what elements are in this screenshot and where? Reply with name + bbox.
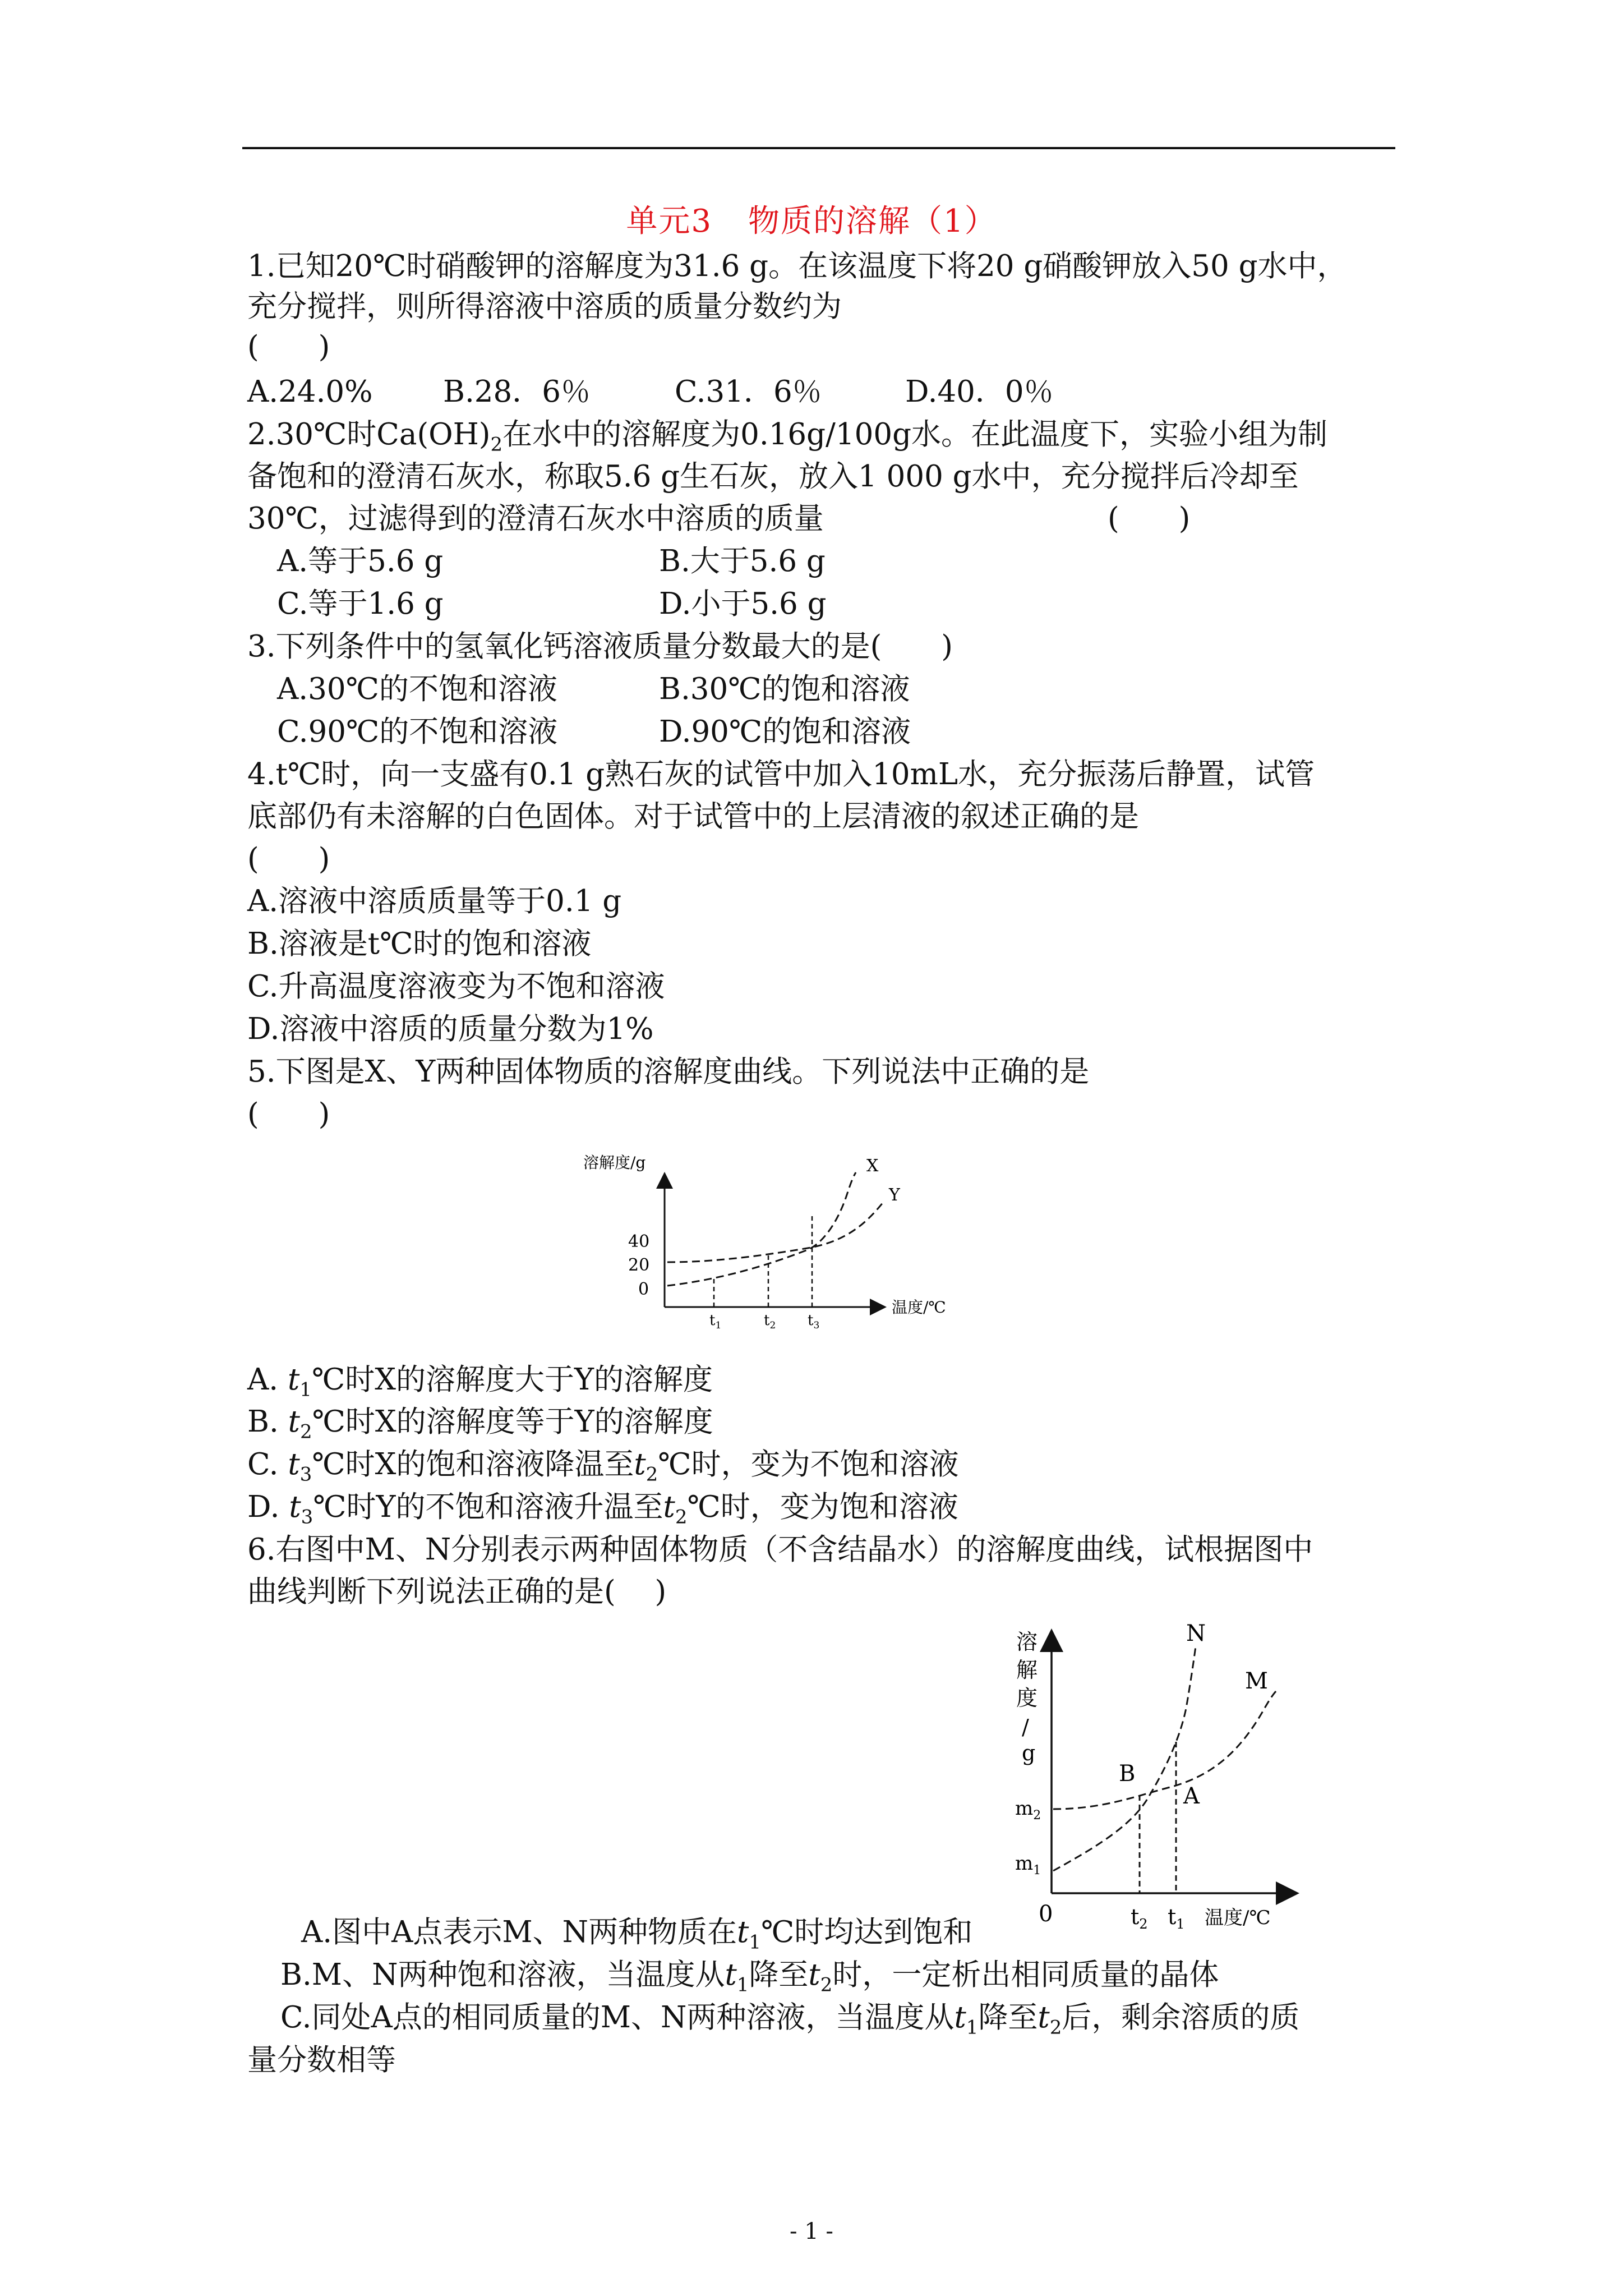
q3-option-c: C.90℃的不饱和溶液 (277, 715, 558, 749)
q6-point-label-a: A (1183, 1783, 1200, 1809)
q5-xtick-t1: $t_1$ (709, 1312, 722, 1331)
q4-option-b: B.溶液是t℃时的饱和溶液 (247, 927, 592, 961)
q6-line2: 曲线判断下列说法正确的是( ) (247, 1575, 667, 1609)
q6-ylabel-3: 度 (1016, 1686, 1038, 1710)
q5-ylabel: 溶解度/g (583, 1153, 646, 1172)
q5-xtick-t2: $t_2$ (764, 1312, 776, 1331)
q6-option-c-line2: 量分数相等 (247, 2043, 396, 2077)
q5-option-c: C. $t_3℃$时X的饱和溶液降温至$t_2℃$时，变为不饱和溶液 (247, 1447, 959, 1486)
header-rule (242, 147, 1395, 149)
q3-line1: 3.下列条件中的氢氧化钙溶液质量分数最大的是( ) (247, 629, 953, 664)
q1-option-a: A.24.0% (247, 375, 373, 409)
q6-line1: 6.右图中M、N分别表示两种固体物质（不含结晶水）的溶解度曲线，试根据图中 (247, 1533, 1313, 1567)
q6-curve-n (1053, 1646, 1196, 1871)
q1-option-d: D.40．0％ (905, 375, 1054, 409)
q6-ylabel-4: / (1022, 1715, 1029, 1740)
q6-ytick-m1: $m_1$ (1015, 1852, 1041, 1878)
q5-curve-label-y: Y (889, 1185, 900, 1205)
q5-ytick-0: 0 (638, 1280, 649, 1299)
q5-curve-label-x: X (866, 1156, 879, 1176)
q5-xlabel: 温度/℃ (892, 1298, 946, 1317)
q6-point-label-b: B (1119, 1761, 1136, 1787)
q3-option-d: D.90℃的饱和溶液 (659, 715, 911, 749)
q6-option-a: A.图中A点表示M、N两种物质在$t_1℃$时均达到饱和 (301, 1915, 973, 1954)
q6-option-c: C.同处A点的相同质量的M、N两种溶液，当温度从$t_1$降至$t_2$后，剩余溶质的质 (280, 2000, 1300, 2039)
page-number: - 1 - (790, 2219, 833, 2244)
q2-option-a: A.等于5.6 g (277, 544, 444, 578)
q1-option-c: C.31．6％ (675, 375, 822, 409)
q6-solubility-graph (993, 1624, 1329, 1938)
q1-line2: 充分搅拌，则所得溶液中溶质的质量分数约为 (247, 289, 842, 324)
q2-line2: 备饱和的澄清石灰水，称取5.6 g生石灰，放入1 000 g水中，充分搅拌后冷却至 (247, 459, 1299, 494)
q6-xtick-t1: $t_1$ (1168, 1904, 1185, 1932)
q4-option-c: C.升高温度溶液变为不饱和溶液 (247, 969, 665, 1004)
title-topic: 物质的溶解（1） (748, 203, 997, 240)
q1-paren: ( ) (247, 330, 330, 364)
q5-curve-x (667, 1172, 856, 1286)
q5-ytick-40: 40 (628, 1232, 650, 1251)
q2-option-b: B.大于5.6 g (659, 544, 826, 578)
q5-option-a: A. $t_1℃$时X的溶解度大于Y的溶解度 (247, 1363, 713, 1401)
q6-curve-label-n: N (1186, 1624, 1206, 1646)
q2-line3: 30℃，过滤得到的澄清石灰水中溶质的质量 (247, 501, 824, 536)
q2-option-d: D.小于5.6 g (659, 587, 827, 621)
q5-solubility-graph (583, 1144, 976, 1346)
q3-option-b: B.30℃的饱和溶液 (659, 672, 910, 706)
q5-xtick-t3: $t_3$ (808, 1312, 820, 1331)
q5-option-b: B. $t_2℃$时X的溶解度等于Y的溶解度 (247, 1405, 713, 1443)
q2-paren: ( ) (1108, 501, 1191, 536)
q6-xlabel: 温度/℃ (1205, 1907, 1271, 1929)
q6-ytick-m2: $m_2$ (1015, 1797, 1041, 1823)
title-unit: 单元3 (626, 203, 712, 240)
q5-ytick-20: 20 (628, 1255, 650, 1275)
q4-line1: 4.t℃时，向一支盛有0.1 g熟石灰的试管中加入10mL水，充分振荡后静置，试管 (247, 757, 1315, 792)
q1-option-b: B.28．6％ (443, 375, 591, 409)
q6-option-b: B.M、N两种饱和溶液，当温度从$t_1$降至$t_2$时，一定析出相同质量的晶体 (280, 1958, 1219, 1996)
q4-line2: 底部仍有未溶解的白色固体。对于试管中的上层清液的叙述正确的是 (247, 799, 1139, 834)
q6-ylabel-1: 溶 (1016, 1630, 1038, 1654)
q6-curve-m (1053, 1691, 1276, 1809)
q6-origin: 0 (1039, 1901, 1053, 1927)
q5-curve-y (667, 1202, 883, 1262)
q4-option-a: A.溶液中溶质质量等于0.1 g (247, 884, 622, 918)
q5-paren: ( ) (247, 1097, 330, 1131)
q6-curve-label-m: M (1245, 1668, 1268, 1694)
q4-option-d: D.溶液中溶质的质量分数为1% (247, 1012, 654, 1046)
q3-option-a: A.30℃的不饱和溶液 (277, 672, 557, 706)
q6-ylabel-5: g (1022, 1741, 1036, 1765)
q6-ylabel-2: 解 (1016, 1658, 1038, 1682)
q4-paren: ( ) (247, 842, 330, 876)
q6-xtick-t2: $t_2$ (1131, 1904, 1148, 1932)
q5-option-d: D. $t_3℃$时Y的不饱和溶液升温至$t_2℃$时，变为饱和溶液 (247, 1490, 958, 1529)
q1-line1: 1.已知20℃时硝酸钾的溶解度为31.6 g。在该温度下将20 g硝酸钾放入50 g水中， (247, 249, 1347, 283)
page-title (0, 196, 1623, 241)
q5-line1: 5.下图是X、Y两种固体物质的溶解度曲线。下列说法中正确的是 (247, 1055, 1090, 1089)
q2-line1: 2.30℃时$Ca(OH)_2$在水中的溶解度为0.16g/100g水。在此温度下，实验小组为制 (247, 417, 1328, 456)
q2-option-c: C.等于1.6 g (277, 587, 444, 621)
